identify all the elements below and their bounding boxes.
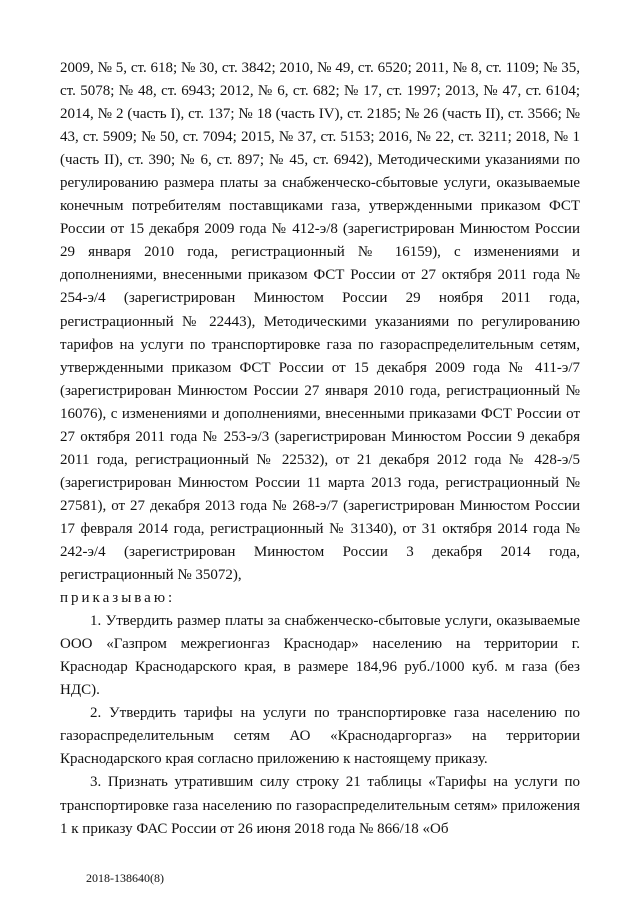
order-word: приказываю: [60,590,176,607]
document-code: 2018-138640(8) [86,871,164,885]
paragraph-item-2: 2. Утвердить тарифы на услуги по транспортировке газа населению по газораспределительным сетям АО «Краснодаргоргаз» на территории Краснодарского края согласно приложению к настоящему приказу. [60,705,580,768]
paragraph-item-3: 3. Признать утратившим силу строку 21 таблицы «Тарифы на услуги по транспортировке газа населению по газораспределительным сетям» приложения 1 к приказу ФАС России от 26 июня 2018 года № 866/18 «Об [60,774,580,837]
document-body [60,57,580,841]
paragraph-item-1: 1. Утвердить размер платы за снабженческо-сбытовые услуги, оказываемые ООО «Газпром межрегионгаз Краснодар» населению на территории г. Краснодар Краснодарского края, в размере 184,96 руб./1000 куб. м газа (без НДС). [60,613,580,699]
paragraph-legal-references: 2009, № 5, ст. 618; № 30, ст. 3842; 2010, № 49, ст. 6520; 2011, № 8, ст. 1109; № 35, ст. 5078; № 48, ст. 6943; 2012, № 6, ст. 682; № 17, ст. 1997; 2013, № 47, ст. 6104; 2014, № 2 (часть I), ст. 137; № 18 (часть IV), ст. 2185; № 26 (часть II), ст. 3566; № 43, ст. 5909; № 50, ст. 7094; 2015, № 37, ст. 5153; 2016, № 22, ст. 3211; 2018, № 1 (часть II), ст. 390; № 6, ст. 897; № 45, ст. 6942), Методическими указаниями по регулированию размера платы за снабженческо-сбытовые услуги, оказываемые конечным потребителям поставщиками газа, утвержденными приказом ФСТ России от 15 декабря 2009 года № 412-э/8 (зарегистрирован Минюстом России 29 января 2010 года, регистрационный № 16159), с изменениями и дополнениями, внесенными приказом ФСТ России от 27 октября 2011 года № 254-э/4 (зарегистрирован Минюстом России 29 ноября 2011 года, регистрационный № 22443), Методическими указаниями по регулированию тарифов на услуги по транспортировке газа по газораспределительным сетям, утвержденными приказом ФСТ России от 15 декабря 2009 года № 411-э/7 (зарегистрирован Минюстом России 27 января 2010 года, регистрационный № 16076), с изменениями и дополнениями, внесенными приказами ФСТ России от 27 октября 2011 года № 253-э/3 (зарегистрирован Минюстом России 9 декабря 2011 года, регистрационный № 22532), от 21 декабря 2012 года № 428-э/5 (зарегистрирован Минюстом России 11 марта 2013 года, регистрационный № 27581), от 27 декабря 2013 года № 268-э/7 (зарегистрирован Минюстом России 17 февраля 2014 года, регистрационный № 31340), от 31 октября 2014 года № 242-э/4 (зарегистрирован Минюстом России 3 декабря 2014 года, регистрационный № 35072), [60,60,580,584]
